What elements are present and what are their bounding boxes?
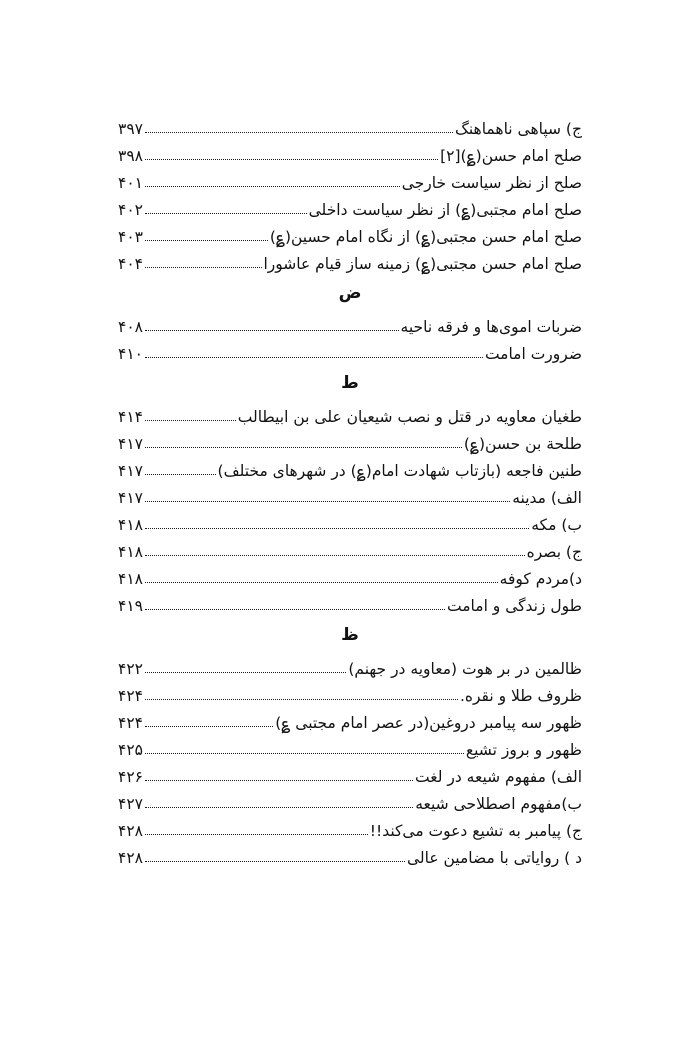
toc-entry-page: ۴۲۴ [118, 686, 143, 705]
toc-entry[interactable] [118, 247, 582, 274]
toc-entry[interactable] [118, 337, 582, 364]
toc-entry-title: طلحة بن حسن(؏) [463, 434, 582, 453]
toc-leader [145, 446, 462, 448]
toc-entry[interactable] [118, 760, 582, 787]
toc-entry[interactable] [118, 814, 582, 841]
toc-group [118, 652, 582, 868]
toc-entry[interactable] [118, 220, 582, 247]
toc-entry[interactable] [118, 679, 582, 706]
toc-entry-title: صلح از نظر سیاست خارجی [401, 173, 582, 192]
toc-entry-page: ۴۲۶ [118, 767, 143, 786]
toc-entry-page: ۴۱۷ [118, 488, 143, 507]
toc-entry[interactable] [118, 787, 582, 814]
toc-entry-title: ظهور و بروز تشیع [465, 740, 582, 759]
toc-leader [145, 752, 464, 754]
toc-entry[interactable] [118, 652, 582, 679]
toc-entry-page: ۴۱۰ [118, 344, 143, 363]
toc-leader [145, 833, 368, 835]
toc-entry-title: ج) بصره [526, 542, 582, 561]
toc-entry-page: ۴۱۹ [118, 596, 143, 615]
toc-entry-title: ج) سپاهی ناهماهنگ [454, 119, 582, 138]
toc-leader [145, 554, 525, 556]
toc-entry-page: ۴۲۲ [118, 659, 143, 678]
toc-entry-title: ب)مفهوم اصطلاحی شیعه [415, 794, 582, 813]
toc-leader [145, 725, 273, 727]
toc-entry-page: ۴۲۸ [118, 821, 143, 840]
toc-entry-title: ظالمین در بر هوت (معاویه در جهنم) [348, 659, 582, 678]
toc-leader [145, 581, 498, 583]
toc-leader [145, 779, 413, 781]
toc-entry[interactable] [118, 427, 582, 454]
toc-entry-title: الف) مدینه [512, 488, 582, 507]
toc-section-letter-za: ظ [341, 625, 359, 645]
toc-entry[interactable] [118, 139, 582, 166]
toc-entry[interactable] [118, 112, 582, 139]
toc-leader [145, 266, 262, 268]
toc-leader [145, 419, 236, 421]
toc-entry-title: ب) مکه [531, 515, 582, 534]
toc-leader [145, 698, 458, 700]
toc-entry-page: ۴۱۸ [118, 569, 143, 588]
toc-entry[interactable] [118, 733, 582, 760]
toc-entry-title: طغیان معاویه در قتل و نصب شیعیان علی بن ابیطالب [237, 407, 582, 426]
toc-entry-page: ۴۰۳ [118, 227, 143, 246]
toc-entry-page: ۴۱۸ [118, 542, 143, 561]
toc-entry-title: صلح امام حسن(؏)[۲] [440, 146, 582, 165]
toc-leader [145, 473, 216, 475]
toc-entry-title: ج) پیامبر به تشیع دعوت می‌کند!! [369, 821, 582, 840]
toc-group [118, 400, 582, 616]
toc-leader [145, 239, 268, 241]
toc-entry-title: د ) روایاتی با مضامین عالی [406, 848, 582, 867]
toc-leader [145, 185, 400, 187]
toc-group [118, 112, 582, 274]
toc-entry-page: ۴۲۷ [118, 794, 143, 813]
toc-entry-page: ۴۱۷ [118, 434, 143, 453]
toc-entry-page: ۴۲۵ [118, 740, 143, 759]
toc-leader [145, 608, 445, 610]
toc-entry-page: ۴۰۸ [118, 317, 143, 336]
toc-entry-page: ۴۰۴ [118, 254, 143, 273]
toc-leader [145, 671, 346, 673]
toc-entry[interactable] [118, 589, 582, 616]
toc-entry[interactable] [118, 481, 582, 508]
toc-leader [145, 131, 453, 133]
toc-entry-page: ۴۱۷ [118, 461, 143, 480]
toc-entry-title: د)مردم کوفه [499, 569, 582, 588]
toc-entry-page: ۳۹۸ [118, 146, 143, 165]
toc-entry-page: ۳۹۷ [118, 119, 143, 138]
toc-entry[interactable] [118, 400, 582, 427]
toc-entry[interactable] [118, 310, 582, 337]
toc-entry-page: ۴۰۲ [118, 200, 143, 219]
toc-entry-title: صلح امام حسن مجتبی(؏) زمینه ساز قیام عاشورا [263, 254, 582, 273]
toc-entry[interactable] [118, 535, 582, 562]
toc-leader [145, 806, 413, 808]
toc-entry-title: الف) مفهوم شیعه در لغت [415, 767, 582, 786]
toc-entry[interactable] [118, 562, 582, 589]
toc-leader [145, 527, 529, 529]
toc-group [118, 310, 582, 364]
toc-entry[interactable] [118, 706, 582, 733]
toc-leader [145, 212, 307, 214]
toc-entry-title: ضرورت امامت [484, 344, 582, 363]
toc-entry[interactable] [118, 166, 582, 193]
toc-leader [145, 329, 399, 331]
toc-entry-title: ضربات اموی‌ها و فرقه ناحیه [400, 317, 582, 336]
toc-entry-title: صلح امام مجتبی(؏) از نظر سیاست داخلی [308, 200, 582, 219]
toc-leader [145, 500, 510, 502]
toc-entry-title: ظروف طلا و نقره. [459, 686, 582, 705]
toc-section-letter-ta: ط [341, 373, 359, 393]
toc-leader [145, 860, 405, 862]
toc-entry-title: طول زندگی و امامت [447, 596, 582, 615]
toc-leader [145, 356, 483, 358]
toc-entry[interactable] [118, 508, 582, 535]
toc-entry-page: ۴۱۴ [118, 407, 143, 426]
toc-entry[interactable] [118, 841, 582, 868]
table-of-contents [118, 112, 582, 868]
toc-entry[interactable] [118, 193, 582, 220]
toc-leader [145, 158, 438, 160]
toc-entry-page: ۴۲۸ [118, 848, 143, 867]
toc-entry-title: طنین فاجعه (بازتاب شهادت امام(؏) در شهرهای مختلف) [217, 461, 582, 480]
toc-section-letter-zad: ض [338, 283, 362, 303]
toc-entry-page: ۴۰۱ [118, 173, 143, 192]
toc-entry[interactable] [118, 454, 582, 481]
toc-entry-page: ۴۲۴ [118, 713, 143, 732]
toc-entry-page: ۴۱۸ [118, 515, 143, 534]
toc-entry-title: ظهور سه پیامبر دروغین(در عصر امام مجتبی ؏) [275, 713, 582, 732]
toc-entry-title: صلح امام حسن مجتبی(؏) از نگاه امام حسین(؏) [269, 227, 582, 246]
